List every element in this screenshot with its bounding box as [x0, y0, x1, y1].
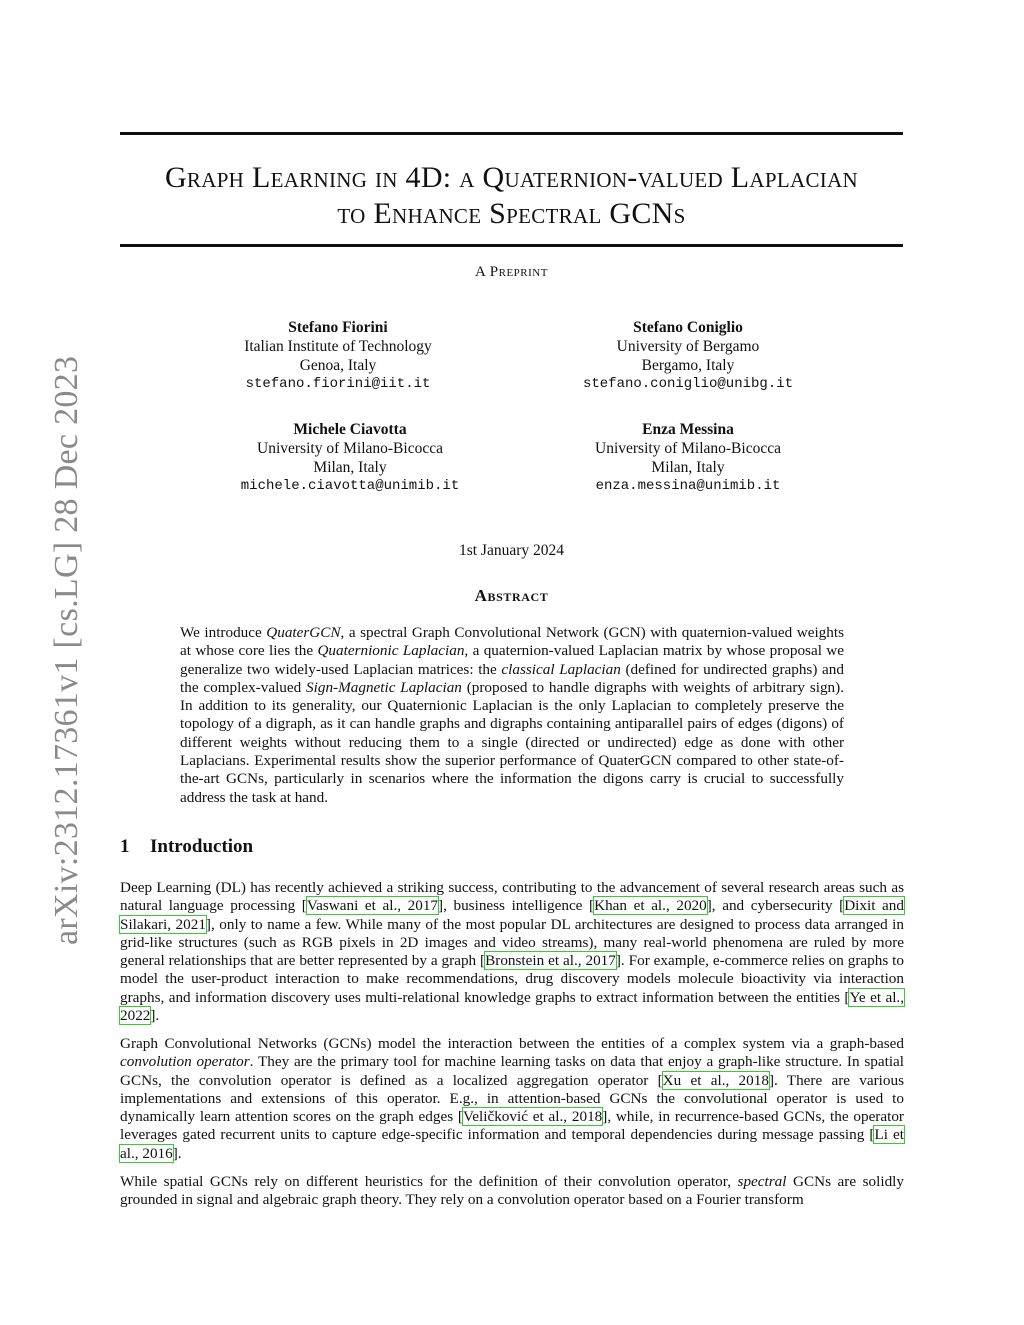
author-affiliation: University of Bergamo	[616, 338, 760, 355]
citation-link[interactable]: Khan et al., 2020	[594, 897, 707, 915]
section-number: 1	[120, 836, 130, 857]
abstract-heading: Abstract	[474, 586, 549, 605]
citation-link[interactable]: Veličković et al., 2018	[462, 1108, 603, 1126]
citation-link[interactable]: Xu et al., 2018	[662, 1071, 769, 1089]
citation-link[interactable]: Ye et al., 2022	[120, 988, 905, 1025]
author-email[interactable]: enza.messina@unimib.it	[595, 478, 781, 494]
author-location: Milan, Italy	[651, 459, 725, 476]
author-location: Milan, Italy	[313, 459, 387, 476]
preprint-label: A Preprint	[475, 264, 548, 280]
author-email[interactable]: stefano.fiorini@iit.it	[245, 376, 431, 392]
citation-link[interactable]: Li et al., 2016	[120, 1126, 905, 1162]
author-location: Genoa, Italy	[299, 357, 377, 374]
citation-link[interactable]: Dixit and Silakari, 2021	[120, 897, 904, 933]
author-affiliation: University of Milano-Bicocca	[257, 440, 443, 457]
intro-paragraph: While spatial GCNs rely on different heuristics for the definition of their convolution operator, spectral GCNs are solidly grounded in signal and algebraic graph theory. They rely on a convolution operator based on a Fourier transform	[120, 1173, 904, 1209]
title-line-2: to Enhance Spectral GCNs	[337, 197, 686, 230]
author-affiliation: Italian Institute of Technology	[244, 338, 432, 355]
author-name: Michele Ciavotta	[293, 421, 407, 438]
author-location: Bergamo, Italy	[641, 357, 735, 374]
section-title: Introduction	[150, 836, 254, 857]
author-email[interactable]: michele.ciavotta@unimib.it	[240, 478, 460, 494]
author-block	[190, 420, 510, 496]
author-name: Enza Messina	[642, 421, 734, 438]
intro-paragraph: Deep Learning (DL) has recently achieved a striking success, contributing to the advancement of several research areas such as natural language processing [Vaswani et al., 2017], business intelligence [Khan et al., 2020], and cybersecurity [Dixit and Silakari, 2021], only to name a few. While many of the most popular DL architectures are designed to process data arranged in grid-like structures (such as RGB pixels in 2D images and video streams), many real-world phenomena are ruled by more general relationships that are better represented by a graph [Bronstein et al., 2017]. For example, e-commerce relies on graphs to model the user-product interaction to make recommendations, drug discovery models molecule bioactivity via interaction graphs, and information discovery uses multi-relational knowledge graphs to extract information between the entities [Ye et al., 2022].	[120, 879, 905, 1025]
title-line-1: Graph Learning in 4D: a Quaternion-valued Laplacian	[164, 161, 859, 194]
citation-link[interactable]: Bronstein et al., 2017	[485, 952, 616, 970]
author-name: Stefano Fiorini	[288, 319, 388, 336]
author-affiliation: University of Milano-Bicocca	[595, 440, 781, 457]
title-top-rule	[120, 132, 903, 135]
author-block	[178, 318, 498, 394]
intro-paragraph: Graph Convolutional Networks (GCNs) model the interaction between the entities of a complex system via a graph-based convolution operator. They are the primary tool for machine learning tasks on data that enjoy a graph-like structure. In spatial GCNs, the convolution operator is defined as a localized aggregation operator [Xu et al., 2018]. There are various implementations and extensions of this operator. E.g., in attention-based GCNs the convolutional operator is used to dynamically learn attention scores on the graph edges [Veličković et al., 2018], while, in recurrence-based GCNs, the operator leverages gated recurrent units to capture edge-specific information and temporal dependencies during message passing [Li et al., 2016].	[120, 1035, 905, 1162]
publication-date: 1st January 2024	[458, 542, 565, 559]
author-name: Stefano Coniglio	[633, 319, 743, 336]
citation-link[interactable]: Vaswani et al., 2017	[306, 897, 439, 915]
author-block	[528, 420, 848, 496]
paper-title	[120, 160, 903, 232]
author-email[interactable]: stefano.coniglio@unibg.it	[582, 376, 794, 392]
title-bottom-rule	[120, 244, 903, 247]
section-heading-introduction	[120, 836, 253, 858]
abstract-text: We introduce QuaterGCN, a spectral Graph Convolutional Network (GCN) with quaternion-valued weights at whose core lies the Quaternionic Laplacian, a quaternion-valued Laplacian matrix by whose proposal we generalize two widely-used Laplacian matrices: the classical Laplacian (defined for undirected graphs) and the complex-valued Sign-Magnetic Laplacian (proposed to handle digraphs with weights of arbitrary sign). In addition to its generality, our Quaternionic Laplacian is the only Laplacian to completely preserve the topology of a digraph, as it can handle graphs and digraphs containing antiparallel pairs of edges (digons) of different weights without reducing them to a single (directed or undirected) edge as done with other Laplacians. Experimental results show the superior performance of QuaterGCN compared to other state-of-the-art GCNs, particularly in scenarios where the information the digons carry is crucial to successfully address the task at hand.	[180, 624, 845, 806]
arxiv-identifier-stamp: arXiv:2312.17361v1 [cs.LG] 28 Dec 2023	[48, 355, 85, 945]
author-block	[528, 318, 848, 394]
